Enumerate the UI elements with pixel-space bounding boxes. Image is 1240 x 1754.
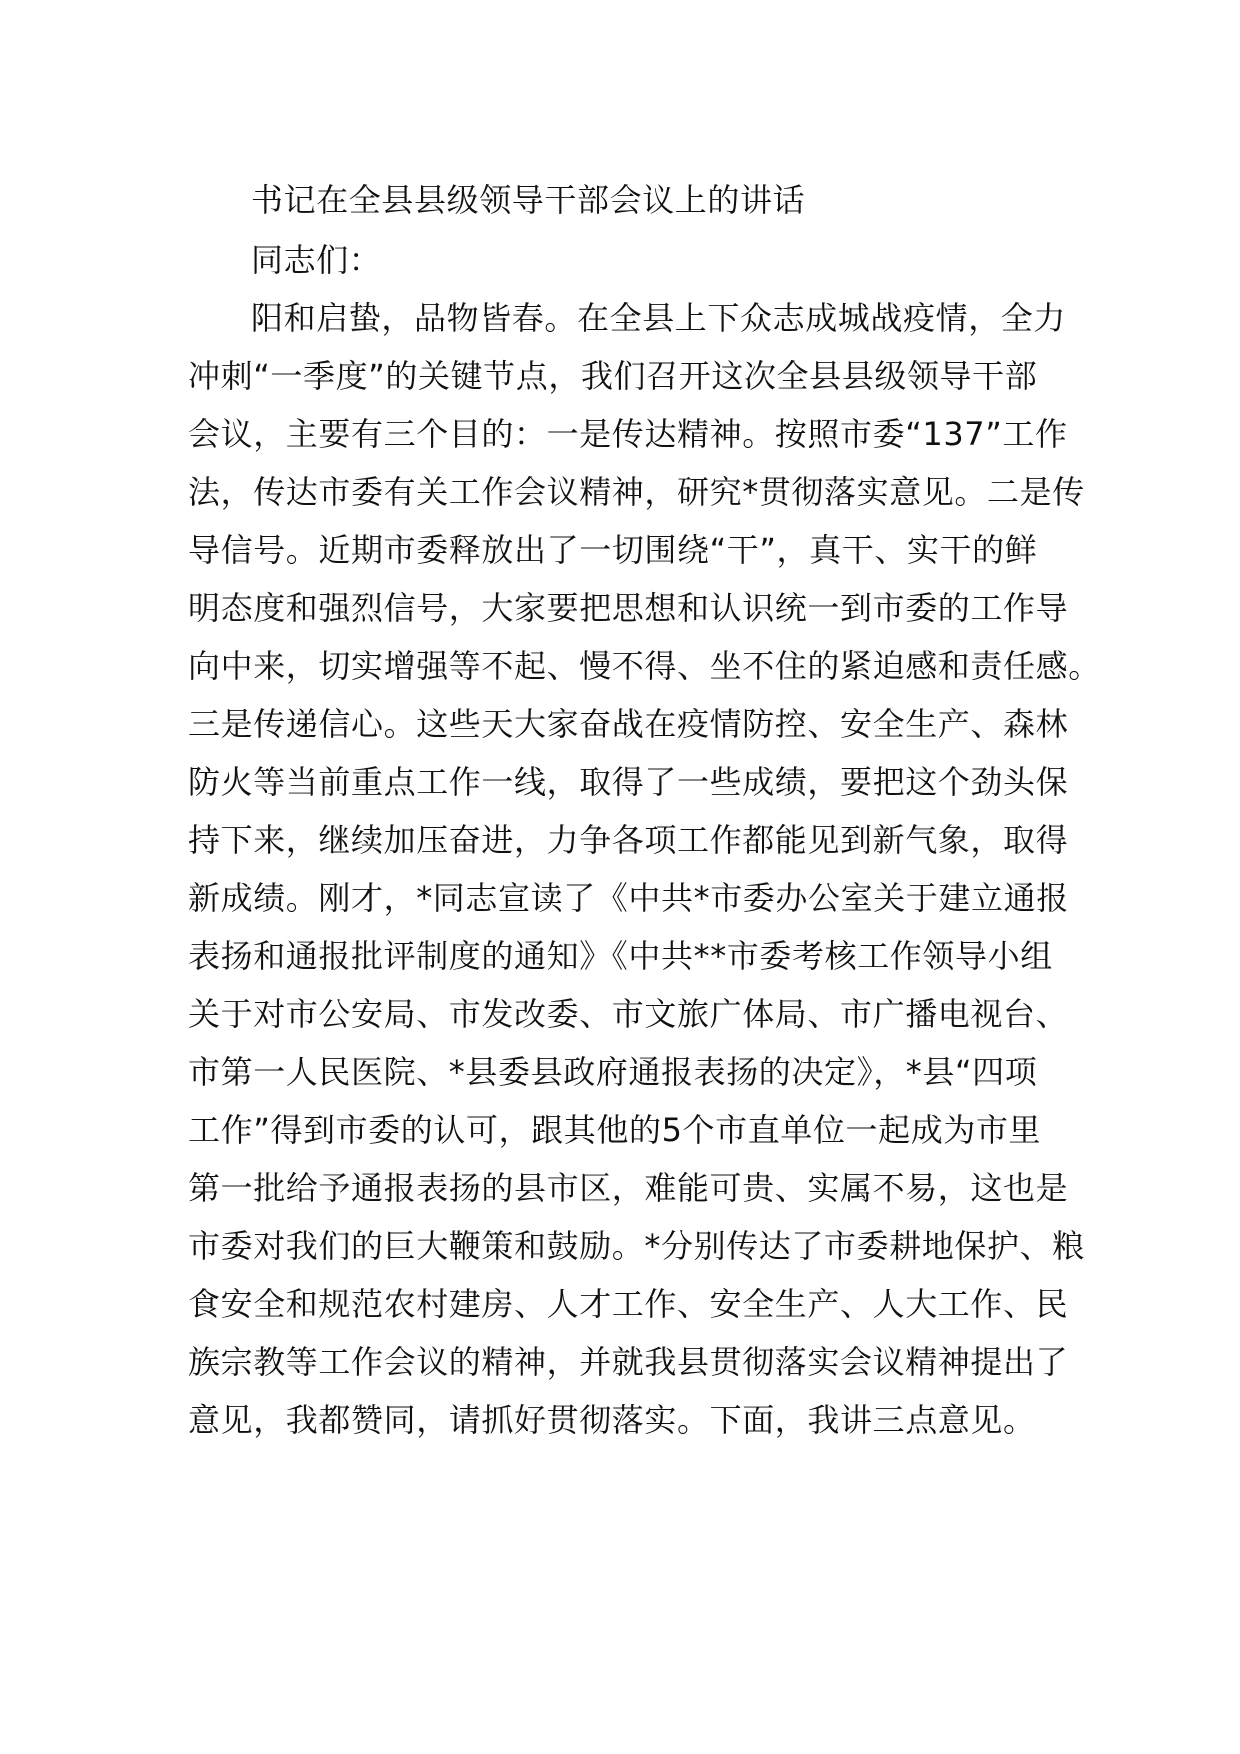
paragraph-line: 市委对我们的巨大鞭策和鼓励。*分别传达了市委耕地保护、粮 (188, 1227, 1085, 1265)
paragraph-line: 冲刺“一季度”的关键节点，我们召开这次全县县级领导干部 (188, 357, 1038, 395)
paragraph-line: 市第一人民医院、*县委县政府通报表扬的决定》，*县“四项 (188, 1053, 1038, 1091)
paragraph-line: 防火等当前重点工作一线，取得了一些成绩，要把这个劲头保 (188, 763, 1069, 801)
paragraph-line: 导信号。近期市委释放出了一切围绕“干”，真干、实干的鲜 (188, 531, 1038, 569)
paragraph-line: 明态度和强烈信号，大家要把思想和认识统一到市委的工作导 (188, 589, 1069, 627)
paragraph-line: 族宗教等工作会议的精神，并就我县贯彻落实会议精神提出了 (188, 1343, 1069, 1381)
paragraph-line: 向中来，切实增强等不起、慢不得、坐不住的紧迫感和责任感。 (188, 647, 1101, 685)
paragraph-line: 法，传达市委有关工作会议精神，研究*贯彻落实意见。二是传 (188, 473, 1085, 511)
paragraph-line: 食安全和规范农村建房、人才工作、安全生产、人大工作、民 (188, 1285, 1069, 1323)
paragraph-line: 关于对市公安局、市发改委、市文旅广体局、市广播电视台、 (188, 995, 1069, 1033)
paragraph-line: 工作”得到市委的认可，跟其他的5个市直单位一起成为市里 (188, 1111, 1042, 1149)
paragraph-line: 持下来，继续加压奋进，力争各项工作都能见到新气象，取得 (188, 821, 1069, 859)
paragraph-line: 阳和启蛰，品物皆春。在全县上下众志成城战疫情，全力 (251, 299, 1067, 337)
paragraph-line: 新成绩。刚才，*同志宣读了《中共*市委办公室关于建立通报 (188, 879, 1069, 917)
paragraph-line: 第一批给予通报表扬的县市区，难能可贵、实属不易，这也是 (188, 1169, 1069, 1207)
document-title: 书记在全县县级领导干部会议上的讲话 (251, 181, 806, 219)
salutation: 同志们： (251, 241, 382, 279)
paragraph-line: 表扬和通报批评制度的通知》《中共**市委考核工作领导小组 (188, 937, 1053, 975)
paragraph-line: 意见，我都赞同，请抓好贯彻落实。下面，我讲三点意见。 (188, 1401, 1036, 1439)
paragraph-line: 会议，主要有三个目的：一是传达精神。按照市委“137”工作 (188, 415, 1068, 453)
paragraph-line: 三是传递信心。这些天大家奋战在疫情防控、安全生产、森林 (188, 705, 1069, 743)
